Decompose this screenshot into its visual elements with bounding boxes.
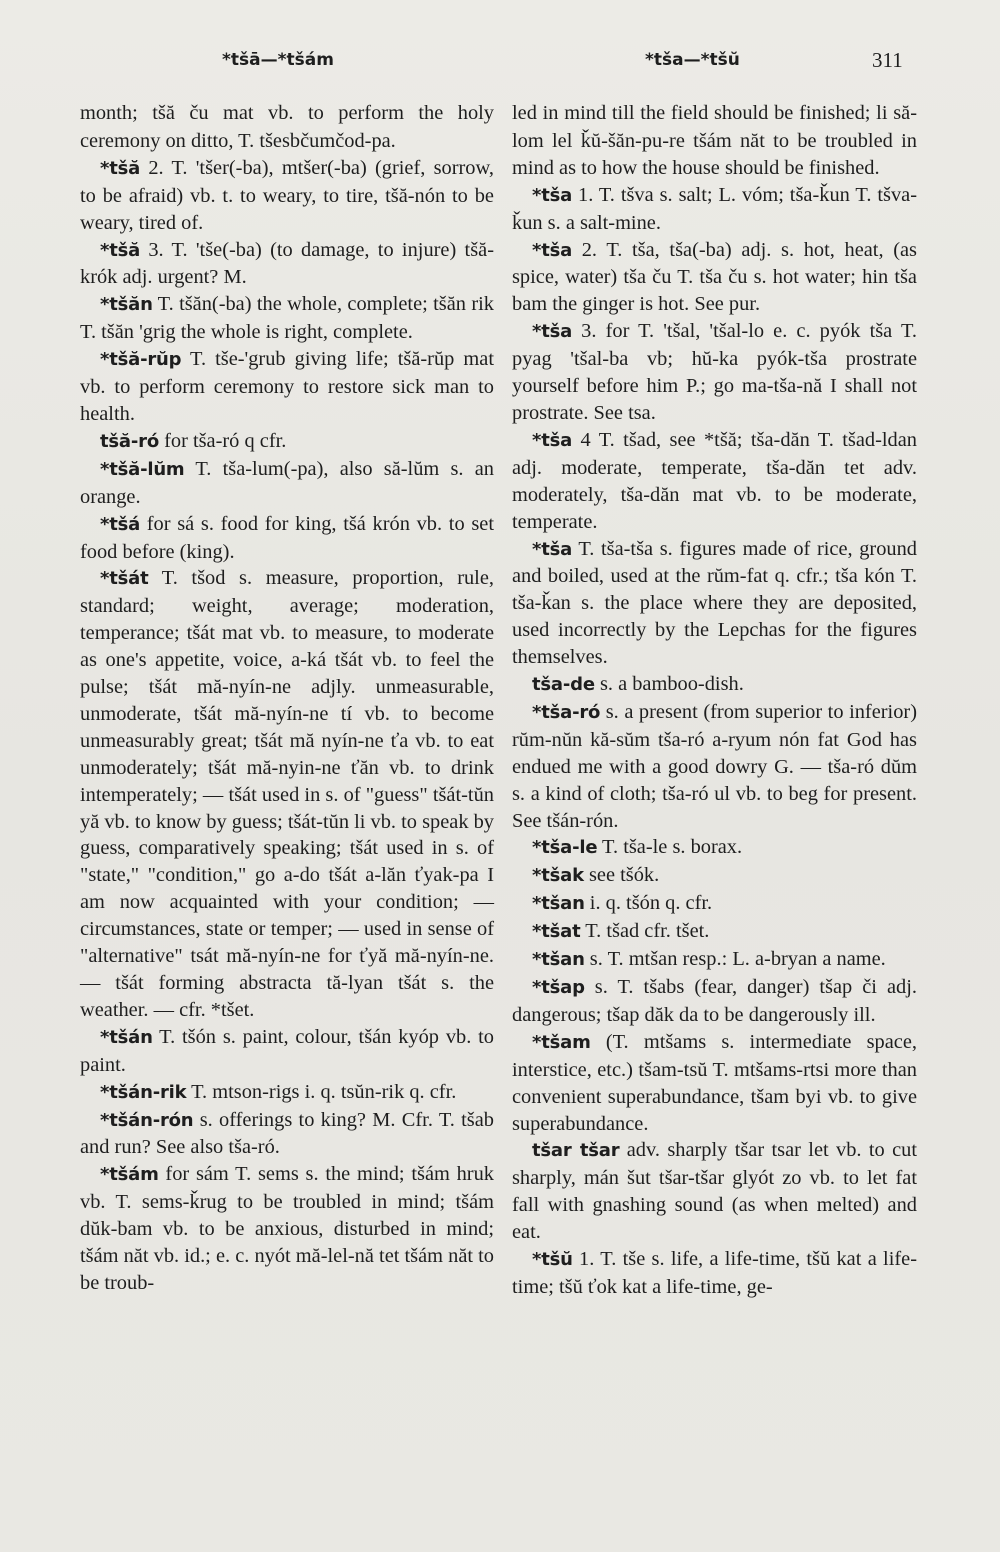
left-column [80, 100, 494, 1297]
entry-headword: *tša [532, 321, 573, 343]
dictionary-entry [80, 428, 494, 456]
dictionary-entry [512, 699, 917, 835]
entry-headword: *tšan [532, 893, 585, 915]
dictionary-entry [80, 100, 494, 155]
entry-definition: 3. T. 'tše(-ba) (to damage, to injure) tšă-krók adj. urgent? M. [80, 238, 494, 289]
dictionary-entry [80, 291, 494, 346]
entry-definition: T. tšón s. paint, colour, tšán kyóp vb. to paint. [80, 1025, 494, 1076]
entry-definition: T. tša-lum(-pa), also să-lŭm s. an orange. [80, 457, 494, 508]
dictionary-entry [512, 318, 917, 427]
entry-headword: *tšap [532, 977, 585, 998]
entry-definition: 1. T. tše s. life, a life-time, tšŭ kat a life-time; tšŭ ťok kat a life-time, ge- [512, 1248, 917, 1298]
entry-definition: for sám T. sems s. the mind; tšám hruk vb. T. sems-ǩrug to be troubled in mind; tšám dŭk-bam vb. to be anxious, disturbed in mind; tšám năt vb. id.; e. c. nyót mă-lel-nă tet tšám năt to be troub- [80, 1163, 494, 1294]
dictionary-entry [80, 565, 494, 1023]
dictionary-entry [80, 155, 494, 237]
entry-headword: *tšŭ [532, 1249, 573, 1271]
entry-headword: *tšan [532, 949, 585, 971]
dictionary-entry [512, 427, 917, 536]
entry-headword: tša-de [532, 674, 595, 696]
entry-definition: for tša-ró q cfr. [158, 429, 287, 452]
dictionary-entry [512, 946, 917, 974]
entry-headword: *tšak [532, 865, 584, 887]
entry-headword: *tša-ró [532, 701, 601, 723]
entry-headword: *tšăn [100, 294, 153, 316]
entry-headword: *tšam [532, 1031, 591, 1053]
dictionary-entry [512, 100, 917, 182]
entry-definition: see tšók. [583, 864, 660, 887]
entry-definition: 2. T. tša, tša(-ba) adj. s. hot, heat, (as spice, water) tša ču T. tša ču s. hot water; hin tša bam the ginger is hot. See pur. [512, 238, 917, 316]
header-left-guide-word: *tšā—*tšám [222, 50, 334, 70]
entry-headword: *tša [532, 429, 573, 451]
entry-headword: *tšán [100, 1026, 153, 1048]
entry-headword: *tša-le [532, 837, 598, 859]
dictionary-entry [512, 671, 917, 699]
entry-headword: *tšán-rón [100, 1109, 194, 1131]
entry-headword: tšar tšar [532, 1140, 620, 1162]
entry-headword: *tšát [100, 568, 149, 590]
dictionary-entry [80, 1024, 494, 1079]
dictionary-entry [512, 1246, 917, 1301]
running-header [0, 50, 1000, 80]
right-column [512, 100, 917, 1301]
entry-definition: s. offerings to king? M. Cfr. T. tšab and run? See also tša-ró. [80, 1108, 494, 1159]
entry-definition: T. tšod s. measure, proportion, rule, standard; weight, average; moderation, temperance; tšát mat vb. to measure, to moderate as one's appetite, voice, a-ká tšát vb. to feel the pulse; tšát mă-nyín-ne adjly. unmeasurable, unmoderate, tšát mă-nyín-ne tí vb. to become unmeasurably great; tšát mă nyín-ne ťa vb. to eat unmoderately; tšát mă-nyin-ne ťăn vb. to drink intemperately; — tšát used in s. of "guess" tšát-tŭn yă vb. to know by guess; tšát-tŭn li vb. to speak by guess, comparatively speaking; tšát used in s. of "state," "condition," go a-do tšát a-lăn ťyak-pa I am now acquainted with your condition; — circumstances, state or temper; — used in sense of "alternative" tsát mă-nyín-ne for ťyă mă-nyín-ne. — tšát forming abstracta tă-lyan tšát s. the weather. — cfr. *tšet. [80, 567, 495, 1021]
entry-definition: T. tša-tša s. figures made of rice, ground and boiled, used at the rŭm-fat q. cfr.; tša kón T. tša-ǩan s. the place where they are deposited, used incorrectly by the Lepchas for the figures themselves. [512, 537, 917, 669]
entry-definition: led in mind till the field should be finished; li să-lom lel ǩŭ-šăn-pu-re tšám năt to be troubled in mind as to how the house should be finished. [512, 102, 917, 179]
entry-headword: *tša [532, 184, 573, 206]
dictionary-entry [80, 511, 494, 566]
dictionary-entry [80, 1079, 494, 1107]
entry-definition: s. T. tšabs (fear, danger) tšap či adj. dangerous; tšap dăk da to be dangerously ill. [512, 976, 917, 1026]
entry-definition: T. tšăn(-ba) the whole, complete; tšăn rik T. tšăn 'grig the whole is right, complete. [80, 293, 494, 344]
entry-headword: *tša [532, 538, 573, 560]
dictionary-entry [80, 346, 494, 428]
entry-definition: adv. sharply tšar tsar let vb. to cut sharply, mán šut tšar-tšar glyót zo vb. to let fat fall with gnashing sound (as when melted) and eat. [512, 1139, 917, 1244]
dictionary-entry [80, 456, 494, 511]
dictionary-entry [512, 918, 917, 946]
entry-definition: s. a present (from superior to inferior) rŭm-nŭn kă-sŭm tša-ró a-ryum nón fat God has endued me with a good dowry G. — tša-ró dŭm s. a kind of cloth; tša-ró ul vb. to beg for present. See tšán-rón. [512, 700, 917, 832]
dictionary-entry [512, 182, 917, 237]
header-right-guide-word: *tša—*tšŭ [645, 50, 740, 70]
entry-definition: 2. T. 'tšer(-ba), mtšer(-ba) (grief, sorrow, to be afraid) vb. t. to weary, to tire, tšă-nón to be weary, tired of. [80, 156, 494, 234]
entry-headword: tšă-ró [100, 430, 159, 452]
entry-headword: *tšán-rik [100, 1081, 187, 1103]
entry-definition: s. a bamboo-dish. [594, 673, 744, 696]
entry-definition: month; tšă ču mat vb. to perform the holy ceremony on ditto, T. tšesbčumčod-pa. [80, 102, 494, 152]
dictionary-entry [512, 974, 917, 1029]
page-number: 311 [872, 48, 903, 72]
dictionary-entry [512, 237, 917, 319]
dictionary-entry [512, 1137, 917, 1246]
dictionary-entry [512, 890, 917, 918]
entry-definition: i. q. tšón q. cfr. [584, 892, 713, 915]
dictionary-entry [80, 1161, 494, 1297]
entry-definition: T. tšad cfr. tšet. [580, 920, 710, 943]
entry-definition: s. T. mtšan resp.: L. a-bryan a name. [584, 948, 886, 971]
dictionary-entry [512, 1029, 917, 1138]
dictionary-entry [80, 1107, 494, 1162]
entry-headword: *tšat [532, 921, 581, 943]
entry-definition: 4 T. tšad, see *tšă; tša-dăn T. tšad-ldan adj. moderate, temperate, tša-dăn tet adv. moderately, tša-dăn mat vb. to be moderate, temperate. [512, 428, 917, 533]
entry-definition: T. mtson-rigs i. q. tsŭn-rik q. cfr. [186, 1080, 457, 1103]
entry-headword: *tšă [100, 157, 141, 179]
entry-definition: for sá s. food for king, tšá krón vb. to set food before (king). [80, 512, 494, 563]
entry-definition: T. tše-'grub giving life; tšă-rŭp mat vb. to perform ceremony to restore sick man to health. [80, 348, 494, 425]
entry-headword: *tša [532, 239, 573, 261]
entry-headword: *tšă-lŭm [100, 458, 185, 480]
entry-definition: 3. for T. 'tšal, 'tšal-lo e. c. pyók tša T. pyag 'tšal-ba vb; hŭ-ka pyók-tša prostrate yourself before him P.; go ma-tša-nă I shall not prostrate. See tsa. [512, 320, 917, 424]
entry-headword: *tšá [100, 513, 141, 535]
dictionary-entry [512, 862, 917, 890]
dictionary-entry [512, 536, 917, 672]
dictionary-entry [80, 237, 494, 292]
entry-definition: T. tša-le s. borax. [597, 836, 743, 859]
entry-headword: *tšă [100, 239, 141, 261]
entry-definition: (T. mtšams s. intermediate space, interstice, etc.) tšam-tsŭ T. mtšams-rtsi more than convenient superabundance, tšam byi vb. to give superabundance. [512, 1030, 917, 1135]
entry-headword: *tšă-rŭp [100, 349, 182, 371]
dictionary-entry [512, 834, 917, 862]
entry-headword: *tšám [100, 1164, 159, 1186]
entry-definition: 1. T. tšva s. salt; L. vóm; tša-ǩun T. tšva-ǩun s. a salt-mine. [512, 183, 917, 234]
